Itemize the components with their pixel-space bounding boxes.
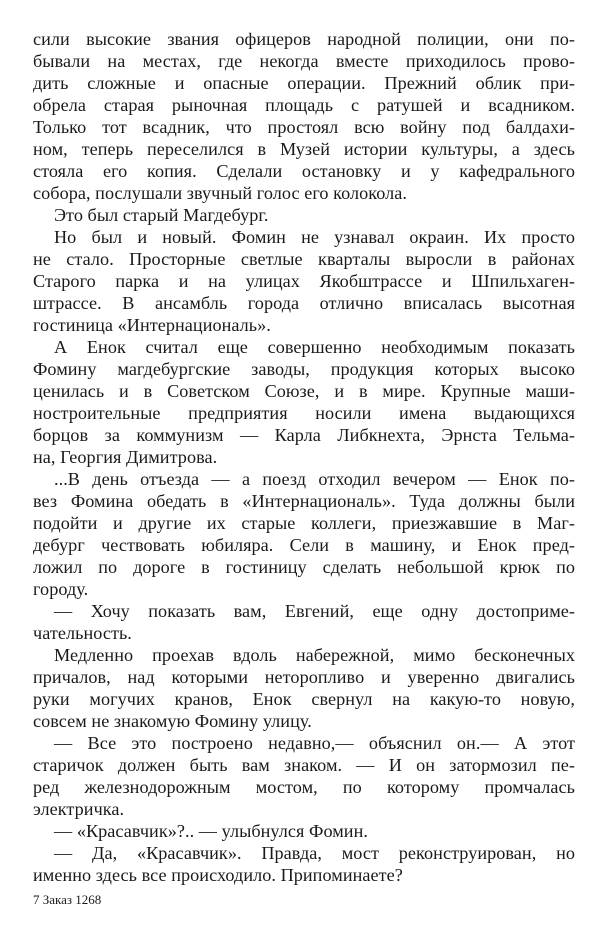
text-line: именно здесь все происходило. Припоминаете? xyxy=(33,865,403,885)
page-footer-signature: 7 Заказ 1268 xyxy=(33,892,102,907)
text-line: ном, теперь переселился в Музей истории культуры, а здесь xyxy=(33,139,575,159)
text-line: ред железнодорожным мостом, по которому промчалась xyxy=(33,777,575,797)
text-line: руки могучих кранов, Енок свернул на какую-то новую, xyxy=(33,689,575,709)
text-line: вез Фомина обедать в «Интернациональ». Туда должны были xyxy=(33,491,575,511)
text-line: дить сложные и опасные операции. Прежний облик при- xyxy=(33,73,575,93)
text-line: ...В день отъезда — а поезд отходил вечером — Енок по- xyxy=(54,469,575,489)
text-line: — Все это построено недавно,— объяснил он.— А этот xyxy=(54,733,575,753)
text-line: ложил по дороге в гостиницу сделать небольшой крюк по xyxy=(33,557,575,577)
text-line: совсем не знакомую Фомину улицу. xyxy=(33,711,312,731)
text-line: Фомину магдебургские заводы, продукция которых высоко xyxy=(33,359,575,379)
text-line: гостиница «Интернациональ». xyxy=(33,315,271,335)
text-line: Старого парка и на улицах Якобштрассе и Шпильхаген- xyxy=(33,271,575,291)
text-line: Только тот всадник, что простоял всю войну под балдахи- xyxy=(33,117,575,137)
text-line: — Хочу показать вам, Евгений, еще одну достоприме- xyxy=(54,601,575,621)
text-line: — Да, «Красавчик». Правда, мост реконструирован, но xyxy=(54,843,575,863)
text-line: сили высокие звания офицеров народной полиции, они по- xyxy=(33,29,575,49)
text-line: штрассе. В ансамбль города отлично вписалась высотная xyxy=(33,293,575,313)
text-line: городу. xyxy=(33,579,89,599)
text-line: борцов за коммунизм — Карла Либкнехта, Эрнста Тельма- xyxy=(33,425,575,445)
text-line: бывали на местах, где некогда вместе приходилось прово- xyxy=(33,51,575,71)
text-line: ценилась и в Советском Союзе, и в мире. Крупные маши- xyxy=(33,381,575,401)
text-line: Медленно проехав вдоль набережной, мимо бесконечных xyxy=(54,645,575,665)
text-line: ностроительные предприятия носили имена выдающихся xyxy=(33,403,575,423)
text-line: чательность. xyxy=(33,623,132,643)
text-line: дебург чествовать юбиляра. Сели в машину, и Енок пред- xyxy=(33,535,575,555)
text-line: электричка. xyxy=(33,799,125,819)
text-line: обрела старая рыночная площадь с ратушей и всадником. xyxy=(33,95,575,115)
text-line: старичок должен быть вам знаком. — И он затормозил пе- xyxy=(33,755,575,775)
text-line: Но был и новый. Фомин не узнавал окраин. Их просто xyxy=(54,227,575,247)
text-line: подойти и другие их старые коллеги, приезжавшие в Маг- xyxy=(33,513,575,533)
text-line: Это был старый Магдебург. xyxy=(54,205,269,225)
text-line: — «Красавчик»?.. — улыбнулся Фомин. xyxy=(54,821,368,841)
text-line: собора, послушали звучный голос его колокола. xyxy=(33,183,407,203)
text-line: причалов, над которыми неторопливо и уверенно двигались xyxy=(33,667,575,687)
text-line: стояла его копия. Сделали остановку и у кафедрального xyxy=(33,161,575,181)
text-line: не стало. Просторные светлые кварталы выросли в районах xyxy=(33,249,575,269)
text-line: А Енок считал еще совершенно необходимым показать xyxy=(54,337,575,357)
text-line: на, Георгия Димитрова. xyxy=(33,447,218,467)
